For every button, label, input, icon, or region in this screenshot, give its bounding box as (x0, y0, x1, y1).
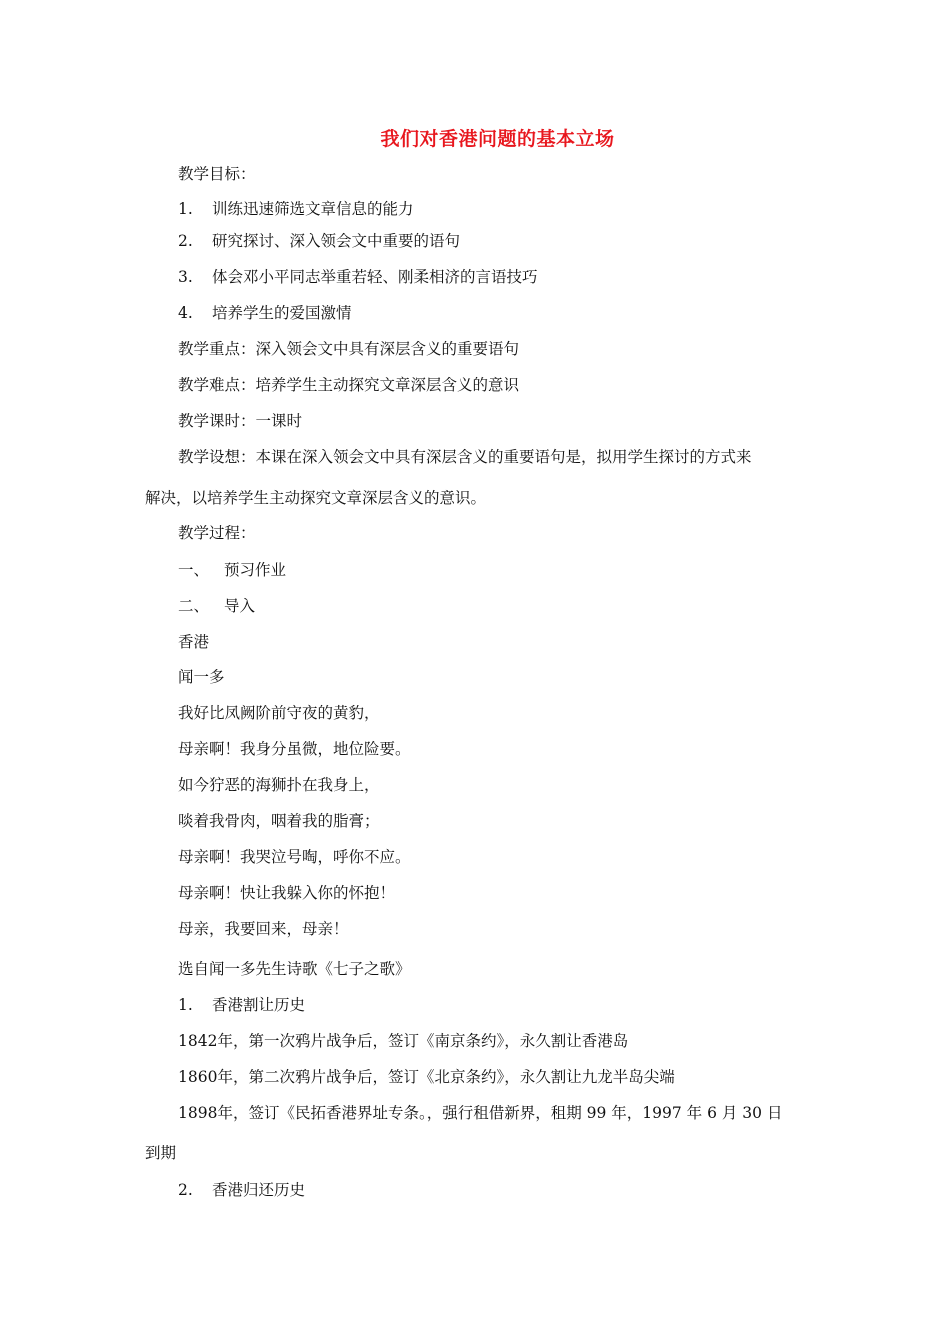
process-number: 一、 (178, 561, 210, 579)
poem-line: 母亲啊！我身分虽微，地位险要。 (178, 740, 411, 758)
section-text: 香港归还历史 (212, 1181, 306, 1199)
poem-line: 如今狞恶的海狮扑在我身上， (178, 776, 380, 794)
section-heading (178, 995, 305, 1015)
objective-item (178, 231, 460, 251)
objective-text: 培养学生的爱国激情 (212, 304, 352, 322)
process-item (178, 560, 286, 580)
section-number: 1. (178, 996, 193, 1014)
objective-item (178, 267, 538, 287)
objective-number: 4. (178, 304, 193, 322)
process-item (178, 596, 255, 616)
key-point: 教学重点：深入领会文中具有深层含义的重要语句 (178, 340, 520, 358)
section-heading (178, 1180, 305, 1200)
process-text: 预习作业 (224, 561, 287, 579)
objective-item (178, 199, 414, 219)
poem-line: 啖着我骨肉，咽着我的脂膏； (178, 812, 380, 830)
section-number: 2. (178, 1181, 193, 1199)
history-line: 1842年，第一次鸦片战争后，签订《南京条约》，永久割让香港岛 (178, 1032, 629, 1050)
process-heading: 教学过程： (178, 524, 256, 542)
objective-number: 1. (178, 200, 193, 218)
history-line: 1898年，签订《民拓香港界址专条。，强行租借新界，租期 99 年，1997 年 6 月 30 日 (178, 1104, 783, 1122)
design-paragraph-line: 教学设想：本课在深入领会文中具有深层含义的重要语句是，拟用学生探讨的方式来 (178, 448, 752, 466)
history-line-continuation: 到期 (145, 1144, 177, 1162)
poem-line: 母亲啊！我哭泣号啕，呼你不应。 (178, 848, 411, 866)
difficulty: 教学难点：培养学生主动探究文章深层含义的意识 (178, 376, 520, 394)
history-line: 1860年，第二次鸦片战争后，签订《北京条约》，永久割让九龙半岛尖端 (178, 1068, 675, 1086)
objective-text: 研究探讨、深入领会文中重要的语句 (212, 232, 461, 250)
design-paragraph-continuation: 解决，以培养学生主动探究文章深层含义的意识。 (145, 489, 487, 507)
process-number: 二、 (178, 597, 210, 615)
section-text: 香港割让历史 (212, 996, 306, 1014)
poem-author: 闻一多 (178, 668, 225, 686)
objective-text: 体会邓小平同志举重若轻、刚柔相济的言语技巧 (212, 268, 538, 286)
class-hours: 教学课时：一课时 (178, 412, 303, 430)
process-text: 导入 (224, 597, 256, 615)
poem-line: 我好比凤阙阶前守夜的黄豹， (178, 704, 380, 722)
poem-source: 选自闻一多先生诗歌《七子之歌》 (178, 960, 411, 978)
objective-text: 训练迅速筛选文章信息的能力 (212, 200, 414, 218)
objective-item (178, 303, 352, 323)
poem-title: 香港 (178, 633, 210, 651)
document-title: 我们对香港问题的基本立场 (380, 128, 615, 150)
poem-line: 母亲啊！快让我躲入你的怀抱！ (178, 884, 396, 902)
objective-number: 2. (178, 232, 193, 250)
objectives-heading: 教学目标： (178, 165, 256, 183)
poem-line: 母亲，我要回来，母亲！ (178, 920, 349, 938)
objective-number: 3. (178, 268, 193, 286)
